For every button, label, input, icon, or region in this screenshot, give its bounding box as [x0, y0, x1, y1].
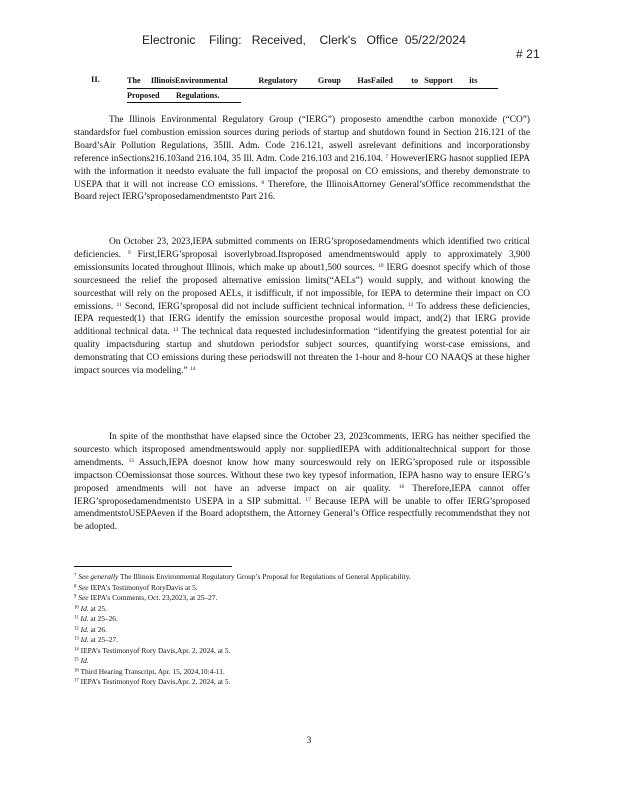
footnote-16: $^{16}$ Third Hearing Transcript, Apr. 15, 2024,10:4-11. — [74, 666, 225, 676]
document-number: # 21 — [516, 47, 540, 61]
footnote-signal: Id. — [80, 656, 89, 665]
filing-banner — [0, 19, 618, 75]
section-title-line-2: Proposed Regulations. — [127, 89, 241, 104]
footnote-number: 14 — [74, 647, 79, 652]
footnote-9: $^9$ See IEPA’s Comments, Oct. 23,2023, at 25–27. — [74, 593, 218, 602]
paragraph-1 — [74, 114, 530, 204]
footnote-number: 17 — [74, 678, 79, 684]
footnote-divider — [74, 566, 232, 567]
footnote-15 — [74, 656, 530, 667]
footnote-ref: 7 — [385, 153, 389, 160]
footnote-number: 11 — [74, 615, 79, 621]
footnote-7: $^7$ See generally The Illinois Environmental Regulatory Group’s Proposal for Regulations of General Applicability. — [74, 572, 411, 581]
footnote-ref: 10 — [377, 262, 384, 269]
footnote-10: $^{10}$ Id. at 25. — [74, 603, 107, 613]
footnote-ref: 8 — [261, 179, 265, 186]
footnote-signal: Id. — [80, 603, 89, 613]
footnote-14: $^{14}$ IEPA’s Testimonyof Rory Davis,Apr. 2, 2024, at 5. — [74, 645, 231, 655]
footnote-ref: 13 — [172, 327, 179, 334]
footnote-11: $^{11}$ Id. at 25–26. — [74, 614, 118, 623]
footnote-number: 16 — [74, 668, 79, 673]
footnote-signal: See — [78, 582, 89, 592]
footnote-ref: 9 — [127, 249, 131, 256]
footnote-ref: 14 — [190, 366, 196, 373]
footnote-ref: 11 — [116, 301, 122, 308]
footnote-ref: 15 — [128, 457, 135, 464]
paragraph-1-text: The Illinois Environmental Regulatory Group (“IERG”) proposesto amendthe carbon monoxide (“CO”) standardsfor fuel combustion emission sources during periods of startup and shutdown found in Section 216.121 of the Board’sAir Pollution Regulations, 35Ill. Adm. Code 216.121, aswell asrelevant definitions and incorporationsby reference inSections216.103and 216.104, 35 Ill. Adm. Code 216.103 and 216.104. $^7$ HoweverIERG hasnot supplied IEPA with the information it needsto evaluate the full impactof the proposal on CO emissions, and thereby demonstrate to USEPA that it will not increase CO emissions. $^8$ Therefore, the IllinoisAttorney General’sOffice recommendsthat the Board reject IERG’sproposedamendmentsto Part 216. — [74, 115, 530, 203]
footnote-number: 12 — [74, 626, 79, 631]
footnote-number: 13 — [74, 636, 79, 642]
footnote-signal: See generally — [78, 572, 119, 581]
footnote-number: 15 — [74, 657, 79, 663]
page-number: 3 — [306, 736, 312, 746]
footnote-12: $^{12}$ Id. at 26. — [74, 624, 107, 634]
footnote-number: 7 — [74, 573, 77, 579]
footnote-ref: 16 — [398, 483, 405, 490]
footnote-signal: Id. — [80, 624, 89, 634]
footnote-8: $^8$ See IEPA’s Testimonyof RoryDavis at 5. — [74, 582, 198, 592]
paragraph-2-text: On October 23, 2023,IEPA submitted comments on IERG’sproposedamendments which identified two critical deficiencies. $^9$ First,IERG’sproposal isoverlybroad.Itsproposed amendmentswould apply to approximately 3,900 emissionsunits located throughout Illinois, which make up about1,500 sources. $^{10}$ IERG doesnot specify which of those sourcesneed the relief the proposed alternative emission limits(“AELs”) would supply, and without knowing the sourcesthat will rely on the proposed AELs, it isdifficult, if not impossible, for IEPA to determine their impact on CO emissions. $^{11}$ Second, IERG’sproposal did not include sufficient technical information. $^{12}$ To address these deficiencies, IEPA requested(1) that IERG identify the emission sourcesthe proposal would impact, and(2) that IERG provide additional technical data. $^{13}$ The technical data requested includesinformation ‘‘identifying the greatest potential for air quality impactsduring startup and shutdown periodsfor subject sources, quantifying worst-case emissions, and demonstrating that CO emissions during these periodswill not threaten the 1-hour and 8-hour CO NAAQS at these higher impact sources via modeling.” $^{14}$ — [74, 237, 530, 377]
footnote-signal: Id. — [80, 614, 89, 623]
footnote-number: 8 — [74, 584, 77, 589]
footnote-13: $^{13}$ Id. at 25–27. — [74, 635, 119, 644]
footnote-signal: Id. — [80, 635, 89, 644]
section-title-line-1: The IllinoisEnvironmental Regulatory Group HasFailed to Support its — [127, 74, 498, 89]
section-heading — [127, 74, 499, 103]
footnotes — [74, 572, 530, 688]
footnote-ref: 17 — [305, 496, 311, 503]
footnote-number: 9 — [74, 594, 77, 600]
footnote-signal: See — [78, 593, 89, 602]
filing-banner-text: Electronic Filing: Received, Clerk's Office 05/22/2024 — [142, 33, 466, 47]
paragraph-3-text: In spite of the monthsthat have elapsed since the October 23, 2023comments, IERG has neither specified the sourcesto which itsproposed amendmentswould apply nor suppliedIEPA with additionaltechnical support for those amendments. $^{15}$ Assuch,IEPA doesnot know how many sourceswould rely on IERG’sproposed rule or itspossible impactson COemissionsat those sources. Without these two key typesof information, IEPA hasno way to ensure IERG’s proposed amendments will not have an adverse impact on air quality. $^{16}$ Therefore,IEPA cannot offer IERG’sproposedamendmentsto USEPA in a SIP submittal. $^{17}$ Because IEPA will be unable to offer IERG’sproposed amendmentstoUSEPAeven if the Board adoptsthem, the Attorney General’s Office respectfully recommendsthat they not be adopted. — [74, 432, 530, 533]
paragraph-2 — [74, 236, 530, 378]
footnote-17: $^{17}$ IEPA’s Testimonyof Rory Davis,Apr. 2, 2024, at 5. — [74, 677, 231, 686]
section-number: II. — [91, 74, 100, 84]
footnote-ref: 12 — [407, 301, 414, 308]
paragraph-3 — [74, 431, 530, 534]
footnote-number: 10 — [74, 605, 79, 610]
